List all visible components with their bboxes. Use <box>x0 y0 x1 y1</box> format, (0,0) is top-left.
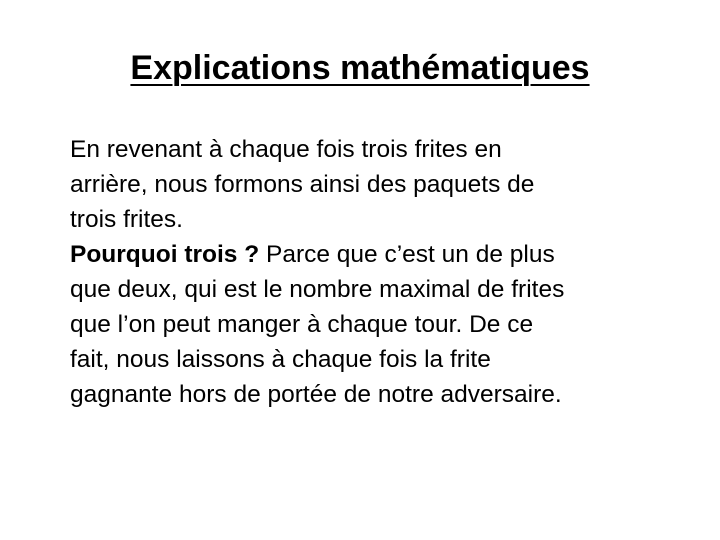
text-line: que deux, qui est le nombre maximal de frites <box>70 276 565 303</box>
paragraph-explanation <box>70 132 670 237</box>
paragraph-why-three <box>70 237 670 412</box>
text-line: trois frites. <box>70 206 183 233</box>
text-line: Parce que c’est un de plus <box>259 241 555 268</box>
text-line: En revenant à chaque fois trois frites en <box>70 136 502 163</box>
bold-question: Pourquoi trois ? <box>70 241 260 268</box>
text-line: arrière, nous formons ainsi des paquets de <box>70 171 535 198</box>
text-line: fait, nous laissons à chaque fois la frite <box>70 346 491 373</box>
slide-title: Explications mathématiques <box>130 49 590 87</box>
text-line: gagnante hors de portée de notre adversaire. <box>70 381 562 408</box>
slide-body <box>70 132 670 412</box>
text-line: que l’on peut manger à chaque tour. De ce <box>70 311 534 338</box>
